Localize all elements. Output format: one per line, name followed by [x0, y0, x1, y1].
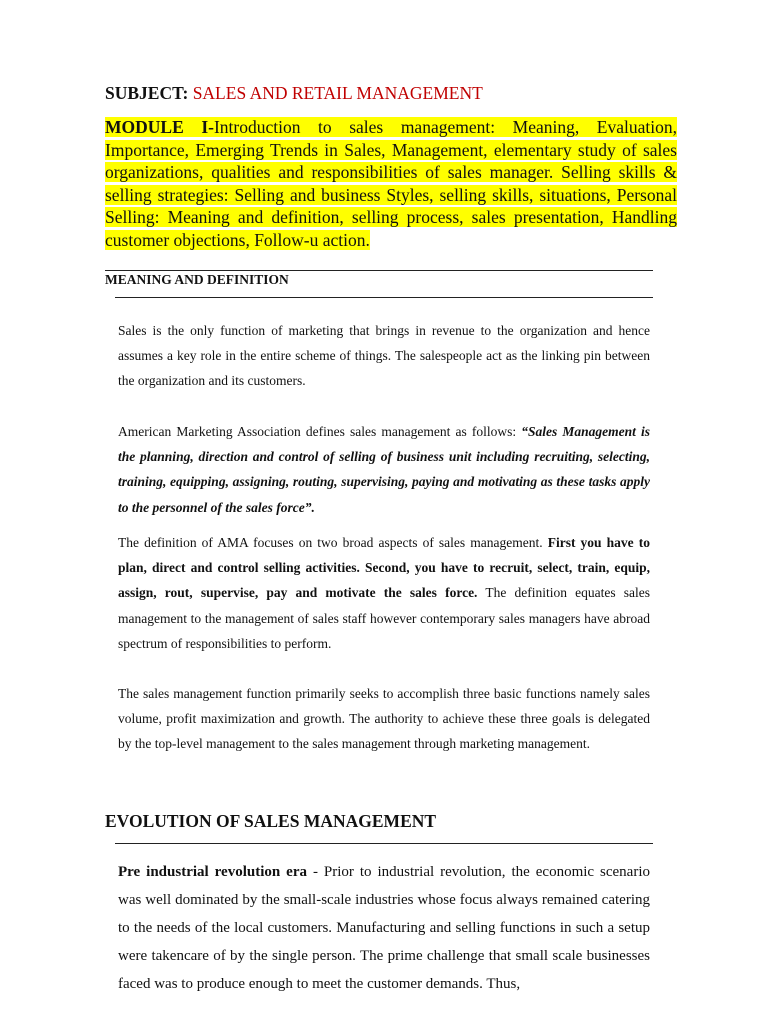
module-summary — [105, 116, 677, 251]
section-heading-meaning: MEANING AND DEFINITION — [105, 272, 289, 287]
focus-end: The definition equates sales management to the management of sales staff however contemporary sales managers have abroad spectrum of responsibilities to perform. — [118, 585, 650, 651]
evolution-rule — [115, 843, 653, 844]
paragraph-basic-functions: The sales management function primarily seeks to accomplish three basic functions namely sales volume, profit maximization and growth. The authority to achieve these three goals is delegated by the top-level management to the sales management through marketing management. — [118, 686, 650, 752]
heading-rule-top — [105, 270, 653, 271]
module-text: Introduction to sales management: Meaning, Evaluation, Importance, Emerging Trends in Sales, Management, elementary study of sales organizations, qualities and responsibilities of sales manager. Selling skills & selling strategies: Selling and business Styles, selling skills, situations, Personal Selling: Meaning and definition, selling process, sales presentation, Handling customer objections, Follow-u action. — [105, 117, 677, 250]
paragraph-ama-focus — [118, 530, 650, 656]
subject-title: SALES AND RETAIL MANAGEMENT — [192, 83, 483, 103]
era-text: - Prior to industrial revolution, the economic scenario was well dominated by the small-scale industries whose focus always remained catering to the needs of the local customers. Manufacturing and selling functions in such a setup were takencare of by the single person. The prime challenge that small scale businesses faced was to produce enough to meet the customer demands. Thus, — [118, 864, 650, 992]
ama-intro: American Marketing Association defines sales management as follows: — [118, 424, 522, 439]
section-heading-evolution: EVOLUTION OF SALES MANAGEMENT — [105, 811, 437, 831]
paragraph-pre-industrial — [118, 858, 650, 998]
paragraph-sales-function: Sales is the only function of marketing that brings in revenue to the organization and hence assumes a key role in the entire scheme of things. The salespeople act as the linking pin between the organization and its customers. — [118, 323, 650, 389]
paragraph-ama-definition — [118, 419, 650, 520]
module-label: MODULE I- — [105, 117, 214, 137]
subject-label: SUBJECT: — [105, 83, 189, 103]
focus-start: The definition of AMA focuses on two broad aspects of sales management. — [118, 535, 548, 550]
ama-quote: “Sales Management is the planning, direction and control of selling of business unit including recruiting, selecting, training, equipping, assigning, routing, supervising, paying and motivating as these tasks apply to the personnel of the sales force”. — [118, 424, 650, 515]
focus-bold: First you have to plan, direct and control selling activities. Second, you have to recruit, select, train, equip, assign, rout, supervise, pay and motivate the sales force. — [118, 535, 650, 601]
heading-rule-bottom — [115, 297, 653, 298]
subject-line — [105, 83, 483, 104]
era-label: Pre industrial revolution era — [118, 864, 307, 880]
